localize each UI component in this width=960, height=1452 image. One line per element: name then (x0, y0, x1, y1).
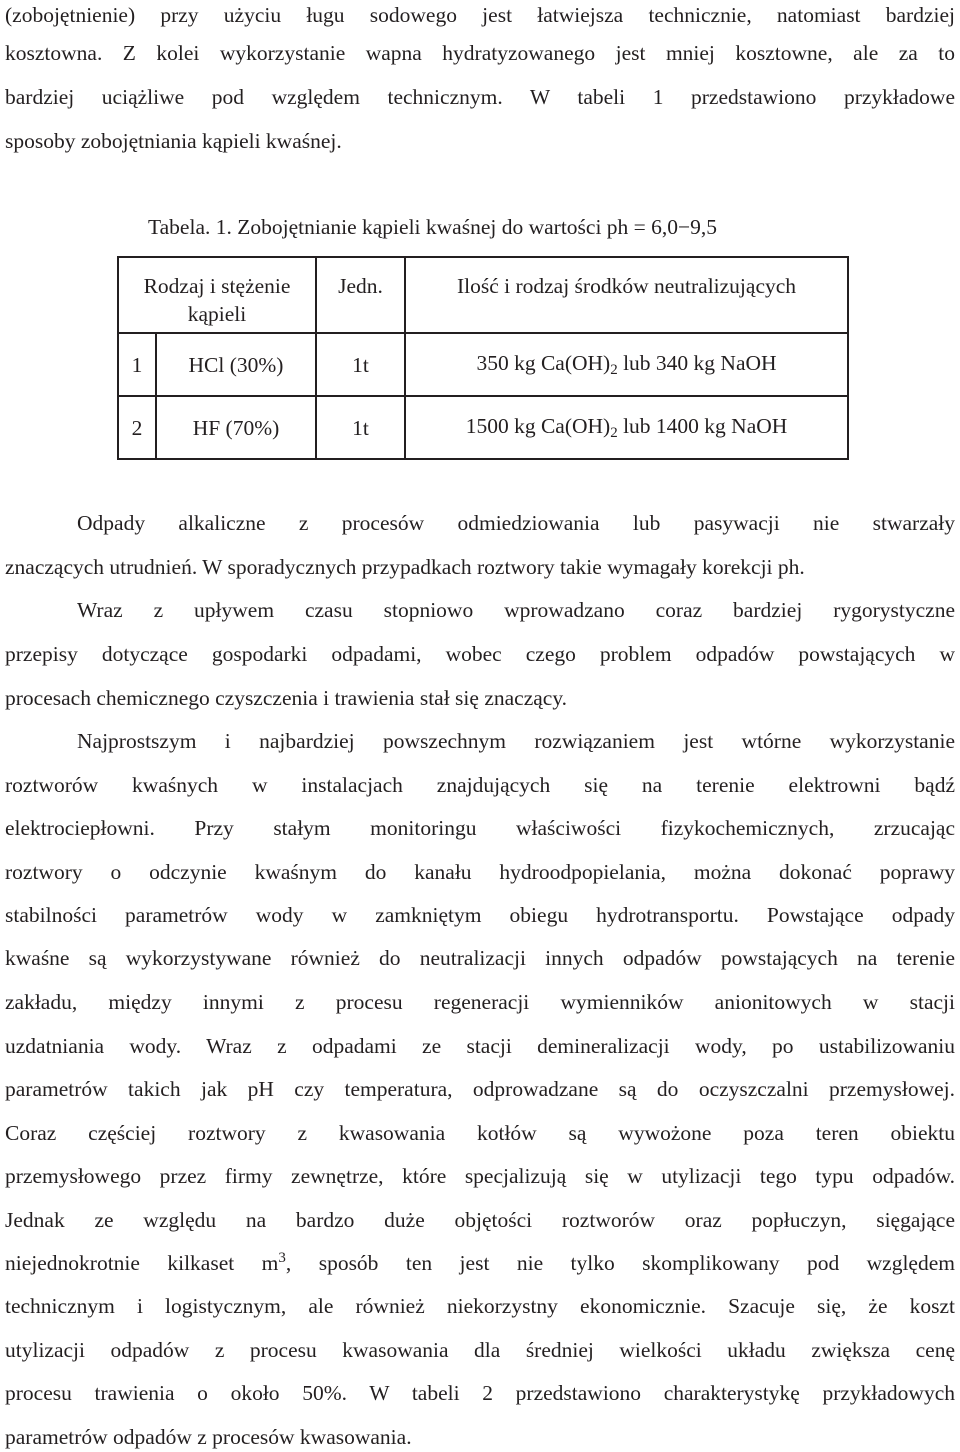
paragraph-line: Wraz z upływem czasu stopniowo wprowadzano coraz bardziej rygorystyczne (77, 598, 955, 622)
paragraph-line: (zobojętnienie) przy użyciu ługu sodowego jest łatwiejsza technicznie, natomiast bardziej (5, 3, 955, 27)
paragraph-line: Jednak ze względu na bardzo duże objętości roztworów oraz popłuczyn, sięgające (5, 1208, 955, 1232)
row-number: 2 (118, 396, 156, 459)
table-caption: Tabela. 1. Zobojętnianie kąpieli kwaśnej do wartości ph = 6,0−9,5 (148, 215, 718, 239)
table-row (118, 333, 848, 396)
paragraph-line: technicznym i logistycznym, ale również niekorzystny ekonomicznie. Szacuje się, że koszt (5, 1294, 955, 1318)
header-unit: Jedn. (316, 257, 405, 333)
text-part: , sposób ten jest nie tylko skomplikowany pod względem (285, 1251, 955, 1275)
paragraph-line: procesu trawienia o około 50%. W tabeli 2 przedstawiono charakterystykę przykładowych (5, 1381, 955, 1405)
text-part: niejednokrotnie kilkaset m (5, 1251, 279, 1275)
row-bath: HCl (30%) (156, 333, 316, 396)
paragraph-line: bardziej uciążliwe pod względem technicznym. W tabeli 1 przedstawiono przykładowe (5, 85, 955, 109)
paragraph-line: parametrów takich jak pH czy temperatura, odprowadzane są do oczyszczalni przemysłowej. (5, 1077, 955, 1101)
superscript: 3 (278, 1250, 286, 1266)
paragraph-line: uzdatniania wody. Wraz z odpadami ze stacji demineralizacji wody, po ustabilizowaniu (5, 1034, 955, 1058)
header-bath-type-line1: Rodzaj i stężenie (143, 274, 291, 298)
header-bath-type-line2: kąpieli (187, 302, 247, 326)
header-amount: Ilość i rodzaj środków neutralizujących (405, 257, 848, 333)
row-amount (405, 396, 848, 459)
row-amount (405, 333, 848, 396)
paragraph-line: przemysłowego przez firmy zewnętrze, które specjalizują się w utylizacji tego typu odpadów. (5, 1164, 955, 1188)
paragraph-line: sposoby zobojętniania kąpieli kwaśnej. (5, 129, 342, 153)
paragraph-line-with-superscript (5, 1248, 955, 1278)
subscript: 2 (610, 425, 618, 441)
table-header-row (118, 257, 848, 333)
row-unit: 1t (316, 396, 405, 459)
paragraph-line: Coraz częściej roztwory z kwasowania kotłów są wywożone poza teren obiektu (5, 1121, 955, 1145)
table-row (118, 396, 848, 459)
header-bath-type (118, 257, 316, 333)
amount-part-b: lub 1400 kg NaOH (617, 414, 788, 438)
subscript: 2 (610, 362, 618, 378)
paragraph-line: parametrów odpadów z procesów kwasowania. (5, 1425, 412, 1449)
paragraph-line: zakładu, między innymi z procesu regeneracji wymienników anionitowych w stacji (5, 990, 955, 1014)
amount-part-a: 350 kg Ca(OH) (476, 351, 611, 375)
row-number: 1 (118, 333, 156, 396)
paragraph-line: kwaśne są wykorzystywane również do neutralizacji innych odpadów powstających na terenie (5, 946, 955, 970)
paragraph-line: przepisy dotyczące gospodarki odpadami, wobec czego problem odpadów powstających w (5, 642, 955, 666)
paragraph-line: elektrociepłowni. Przy stałym monitoringu właściwości fizykochemicznych, zrzucając (5, 816, 955, 840)
paragraph-line: kosztowna. Z kolei wykorzystanie wapna hydratyzowanego jest mniej kosztowne, ale za to (5, 41, 955, 65)
paragraph-line: stabilności parametrów wody w zamkniętym obiegu hydrotransportu. Powstające odpady (5, 903, 955, 927)
paragraph-line: procesach chemicznego czyszczenia i trawienia stał się znaczący. (5, 686, 568, 710)
amount-part-a: 1500 kg Ca(OH) (465, 414, 611, 438)
paragraph-line: utylizacji odpadów z procesu kwasowania dla średniej wielkości układu zwiększa cenę (5, 1338, 955, 1362)
row-bath: HF (70%) (156, 396, 316, 459)
paragraph-line: roztwory o odczynie kwaśnym do kanału hydroodpopielania, można dokonać poprawy (5, 860, 955, 884)
neutralization-table (117, 256, 849, 460)
amount-part-b: lub 340 kg NaOH (617, 351, 777, 375)
paragraph-line: Odpady alkaliczne z procesów odmiedziowania lub pasywacji nie stwarzały (77, 511, 955, 535)
paragraph-line: znaczących utrudnień. W sporadycznych przypadkach roztwory takie wymagały korekcji ph. (5, 555, 805, 579)
row-unit: 1t (316, 333, 405, 396)
paragraph-line: roztworów kwaśnych w instalacjach znajdujących się na terenie elektrowni bądź (5, 773, 955, 797)
paragraph-line: Najprostszym i najbardziej powszechnym rozwiązaniem jest wtórne wykorzystanie (77, 729, 955, 753)
